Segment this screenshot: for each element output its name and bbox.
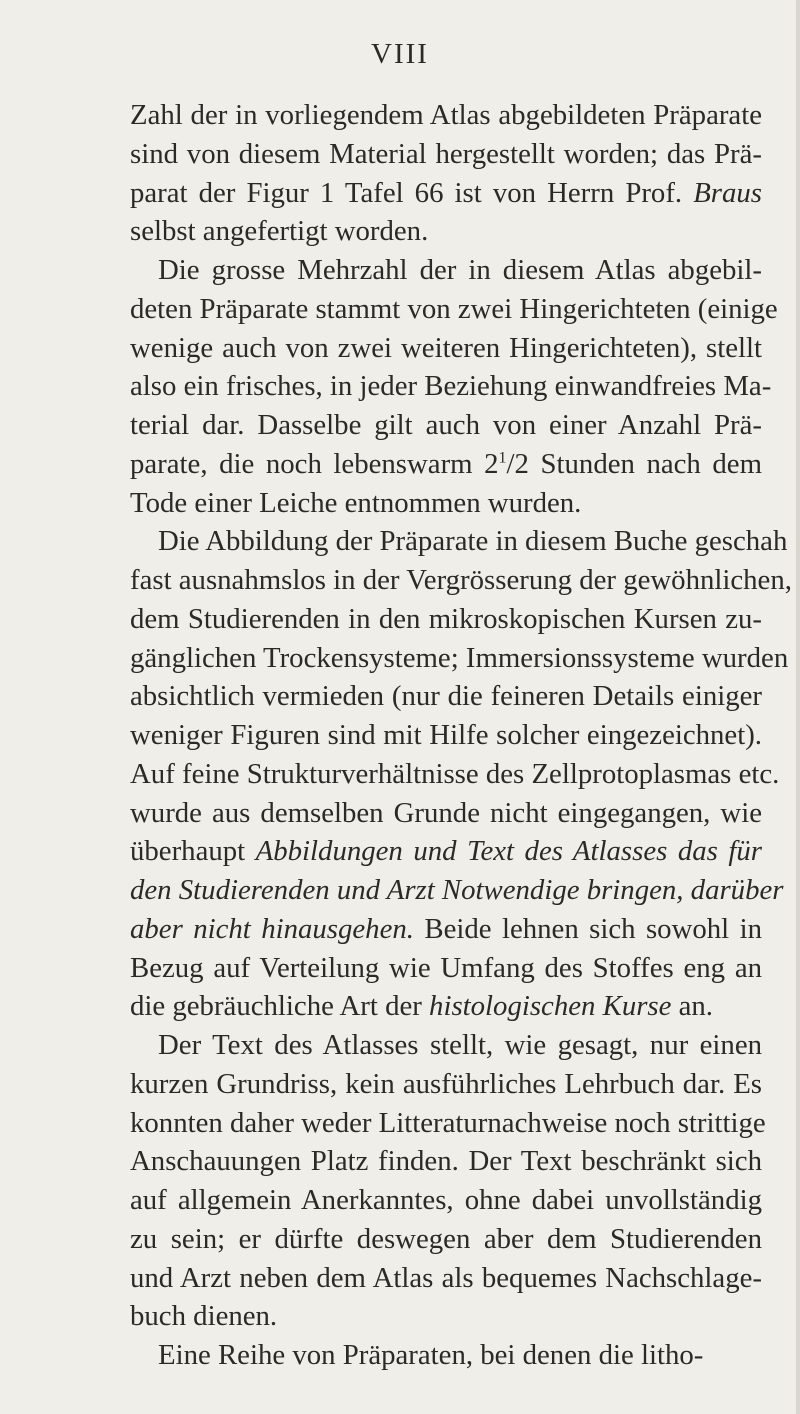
text-line xyxy=(130,949,762,988)
text-segment: Die Abbildung der Präparate in diesem Buche geschah xyxy=(158,525,788,558)
italic-text: Abbildungen und Text des Atlasses das für xyxy=(255,835,762,868)
text-segment: Der Text des Atlasses stellt, wie gesagt, nur einen xyxy=(158,1029,762,1061)
text-line xyxy=(130,445,762,484)
text-segment: gänglichen Trockensysteme; Immersionssysteme wurden xyxy=(130,641,789,674)
text-segment: die gebräuchliche Art der xyxy=(130,990,430,1023)
text-line xyxy=(130,484,762,523)
text-segment: und Arzt neben dem Atlas als bequemes Nachschlage- xyxy=(130,1261,762,1294)
text-segment: auf allgemein Anerkanntes, ohne dabei unvollständig xyxy=(130,1184,762,1216)
text-line xyxy=(130,1220,762,1259)
text-line xyxy=(130,716,762,755)
text-segment: wurde aus demselben Grunde nicht eingegangen, wie xyxy=(130,796,762,829)
text-segment: parat der Figur 1 Tafel 66 ist von Herrn Prof. xyxy=(130,176,694,209)
text-line xyxy=(130,600,762,639)
text-line xyxy=(130,96,762,135)
text-segment: Bezug auf Verteilung wie Umfang des Stoffes eng an xyxy=(130,951,762,984)
text-line xyxy=(130,174,762,213)
text-line xyxy=(130,561,792,600)
text-line xyxy=(130,1104,766,1143)
body-text xyxy=(130,96,792,1375)
italic-text: aber nicht hinausgehen. xyxy=(130,912,414,945)
paragraph xyxy=(130,1026,766,1336)
paragraph xyxy=(130,251,778,522)
text-line xyxy=(130,987,762,1026)
text-line xyxy=(130,135,762,174)
text-segment: Eine Reihe von Präparaten, bei denen die litho- xyxy=(158,1339,704,1371)
text-line xyxy=(130,367,772,406)
text-segment: dem Studierenden in den mikroskopischen Kursen zu- xyxy=(130,602,762,635)
text-line xyxy=(130,755,780,794)
text-segment: weniger Figuren sind mit Hilfe solcher eingezeichnet). xyxy=(130,719,762,751)
text-line xyxy=(130,677,762,716)
text-segment: deten Präparate stammt von zwei Hingerichteten (einige xyxy=(130,292,778,325)
text-line xyxy=(130,1065,762,1104)
paragraph xyxy=(130,1336,762,1375)
text-line xyxy=(130,522,788,561)
text-segment: /2 Stunden nach dem xyxy=(506,447,762,480)
text-segment: überhaupt xyxy=(130,835,256,868)
text-line xyxy=(130,639,789,678)
superscript: 1 xyxy=(498,449,507,467)
text-segment: Anschauungen Platz finden. Der Text beschränkt sich xyxy=(130,1145,762,1178)
text-line xyxy=(130,329,762,368)
text-line xyxy=(130,871,784,910)
text-line xyxy=(130,1181,762,1220)
text-segment: also ein frisches, in jeder Beziehung einwandfreies Ma- xyxy=(130,370,772,403)
text-segment: kurzen Grundriss, kein ausführliches Lehrbuch dar. Es xyxy=(130,1067,762,1100)
text-line xyxy=(130,1336,762,1375)
text-segment: an. xyxy=(671,990,714,1023)
text-segment: wenige auch von zwei weiteren Hingerichteten), stellt xyxy=(130,331,762,364)
text-line xyxy=(130,1142,762,1181)
text-line xyxy=(130,794,762,833)
paragraph xyxy=(130,96,762,251)
page-number: VIII xyxy=(371,38,429,70)
text-segment: Tode einer Leiche entnommen wurden. xyxy=(130,486,582,519)
text-segment: absichtlich vermieden (nur die feineren Details einiger xyxy=(130,680,762,713)
italic-text: Braus xyxy=(693,176,762,209)
text-line xyxy=(130,251,762,290)
text-line xyxy=(130,910,762,949)
italic-text: den Studierenden und Arzt Notwendige bringen, darüber xyxy=(130,874,784,906)
text-line xyxy=(130,832,762,871)
text-line xyxy=(130,406,762,445)
text-segment: Beide lehnen sich sowohl in xyxy=(413,912,762,945)
italic-text: histologischen Kurse xyxy=(429,990,672,1023)
text-segment: konnten daher weder Litteraturnachweise noch strittige xyxy=(130,1106,766,1139)
text-line xyxy=(130,290,778,329)
text-segment: zu sein; er dürfte deswegen aber dem Studierenden xyxy=(130,1222,762,1255)
text-line xyxy=(130,1297,762,1336)
text-segment: selbst angefertigt worden. xyxy=(130,215,429,248)
text-segment: Auf feine Strukturverhältnisse des Zellprotoplasmas etc. xyxy=(130,757,780,790)
text-line xyxy=(130,1259,762,1298)
text-segment: parate, die noch lebenswarm 2 xyxy=(130,447,499,480)
text-segment: Zahl der in vorliegendem Atlas abgebildeten Präparate xyxy=(130,99,762,131)
text-line xyxy=(130,1026,762,1065)
page-edge-shadow xyxy=(796,0,800,1414)
text-line xyxy=(130,212,762,251)
text-segment: buch dienen. xyxy=(130,1300,278,1333)
text-segment: terial dar. Dasselbe gilt auch von einer Anzahl Prä- xyxy=(130,409,762,441)
text-segment: Die grosse Mehrzahl der in diesem Atlas abgebil- xyxy=(158,254,762,286)
text-segment: fast ausnahmslos in der Vergrösserung der gewöhnlichen, xyxy=(130,564,792,596)
text-segment: sind von diesem Material hergestellt worden; das Prä- xyxy=(130,137,762,170)
paragraph xyxy=(130,522,792,1026)
